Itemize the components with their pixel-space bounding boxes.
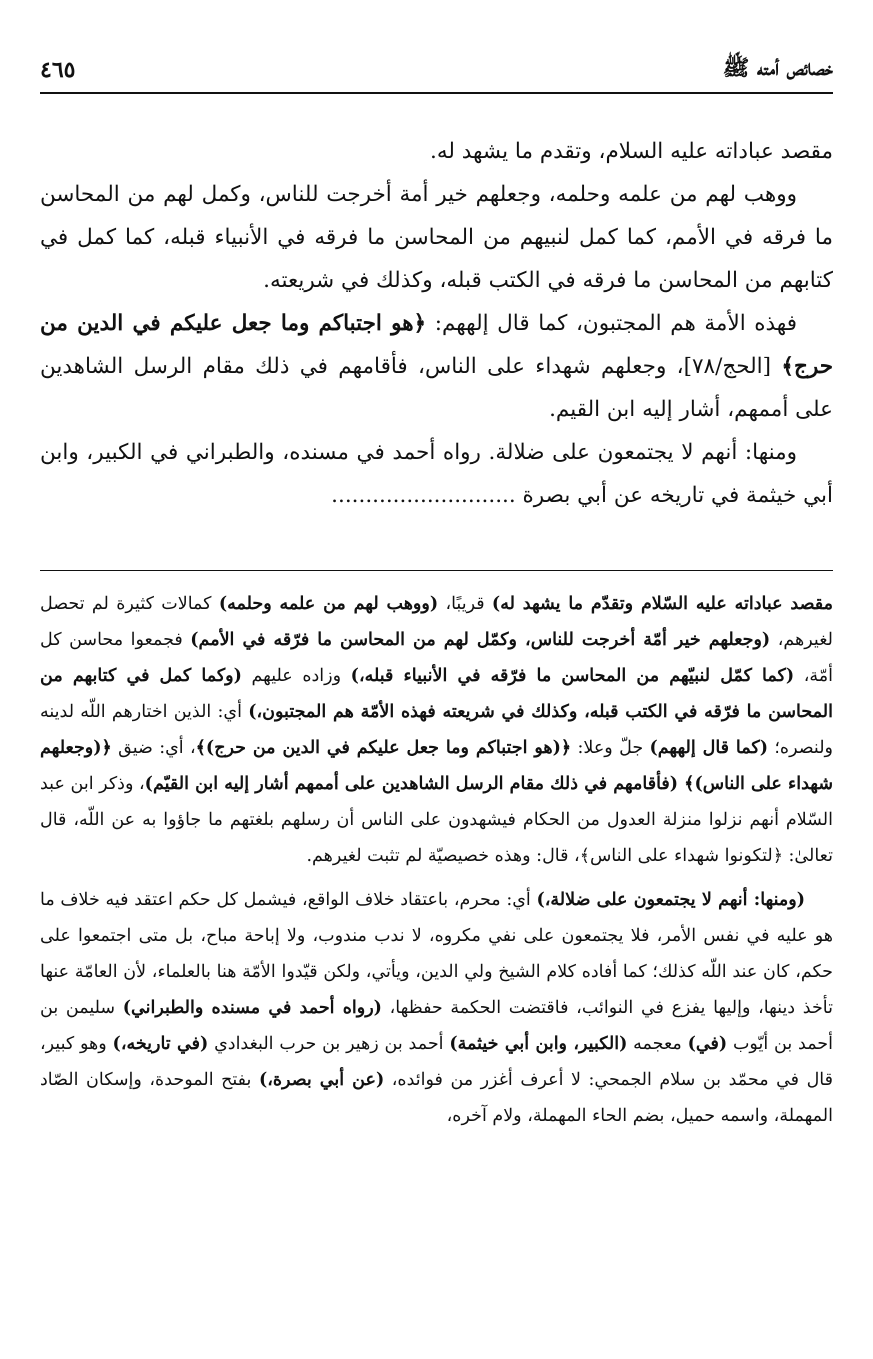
commentary-span: معجمه <box>627 1034 688 1054</box>
main-text <box>40 130 833 517</box>
commentary-span: أي: محرم، باعتقاد خلاف الواقع، فيشمل كل حكم اعتقد فيه خلاف ما هو عليه في نفس الأمر، فلا يجتمعون على نفي مكروه، لا ندب مندوب، ولا إباحة مباح، بل متى اجتمعوا على حكم، كان عند اللّه كذلك؛ كما أفاده كلام الشيخ ولي الدين، ويأتي، ولكن قيّدوا الأمّة هنا بالعلماء، لأن العامّة عنها تأخذ دينها، وإليها يفزع في النوائب، فاقتضت الحكمة حفظها، <box>40 890 834 1018</box>
commentary-span: بفتح الموحدة، وإسكان الصّاد المهملة، واسمه حميل، بضم الحاء المهملة، ولام آخره، <box>40 1070 833 1126</box>
quoted-matn: (في) <box>687 1034 728 1054</box>
main-paragraph: مقصد عباداته عليه السلام، وتقدم ما يشهد له. <box>429 139 833 164</box>
quoted-matn: (ووهب لهم من علمه وحلمه) <box>218 594 439 614</box>
quoted-matn: (وجعلهم خير أمّة أخرجت للناس، وكمّل لهم من المحاسن ما فرّقه في الأمم) <box>190 630 771 650</box>
commentary-span: ، وذكر ابن عبد السّلام أنهم نزلوا منزلة العدول من الحكام فيشهدون على الناس أن رسلهم بلغتهم ما جاؤوا به عن اللّه، قال تعالىٰ: ﴿لتكونوا شهداء على الناس﴾، قال: وهذه خصيصيّة لم تثبت لغيرهم. <box>40 774 833 866</box>
main-paragraph <box>40 302 833 431</box>
header-rule <box>40 92 833 94</box>
quoted-matn: (كما قال إلههم) <box>649 738 768 758</box>
quoted-matn: (كما كمّل لنبيّهم من المحاسن ما فرّقه في الأنبياء قبله،) <box>350 666 795 686</box>
commentary-span: وزاده عليهم <box>241 666 351 686</box>
main-paragraph <box>40 431 833 517</box>
commentary-paragraph <box>40 586 833 874</box>
quoted-matn: (عن أبي بصرة،) <box>258 1070 385 1090</box>
running-title: خصائص أمته ﷺ <box>722 55 833 81</box>
commentary-span: كمالات كثيرة لم تحصل لغيرهم، <box>40 594 833 650</box>
quoted-matn: (وكما كمل في كتابهم من المحاسن ما فرّقه في الكتب قبله، وكذلك في شريعته فهذه الأمّة هم المجتبون،) <box>40 666 833 722</box>
quoted-matn: (الكبير، وابن أبي خيثمة) <box>449 1034 628 1054</box>
quoted-matn: ﴿(وجعلهم شهداء على الناس)﴾ (فأقامهم في ذلك مقام الرسل الشاهدين على أممهم أشار إليه ابن القيّم) <box>40 738 833 794</box>
commentary-span: سليمن بن أحمد بن أيّوب <box>40 998 833 1054</box>
main-paragraph: ووهب لهم من علمه وحلمه، وجعلهم خير أمة أخرجت للناس، وكمل لهم من المحاسن ما فرقه في الأمم، كما كمل لنبيهم من المحاسن ما فرقه في الأنبياء قبله، كما كمل في كتابهم من المحاسن ما فرقه في الكتب قبله، وكذلك في شريعته. <box>40 182 833 293</box>
main-text-span: فهذه الأمة هم المجتبون، كما قال إلههم: <box>426 311 797 336</box>
commentary-text <box>40 586 833 1134</box>
commentary-span: ، أي: ضيق <box>111 738 196 758</box>
page-number: ٤٦٥ <box>40 57 76 83</box>
commentary-paragraph <box>40 882 833 1134</box>
commentary-span: جلّ وعلا: <box>571 738 650 758</box>
quoted-matn: (في تاريخه،) <box>112 1034 209 1054</box>
continuation-dots: ........................... <box>331 483 516 508</box>
commentary-span: أي: الذين اختارهم اللّه لدينه ولنصره؛ <box>40 702 833 758</box>
footnote-separator <box>40 570 833 571</box>
quoted-matn: (ومنها: أنهم لا يجتمعون على ضلالة،) <box>536 890 805 910</box>
quoted-matn: ﴿(هو اجتباكم وما جعل عليكم في الدين من حرج)﴾ <box>195 738 572 758</box>
commentary-span: فجمعوا محاسن كل أمّة، <box>40 630 833 686</box>
commentary-span: وهو كبير، قال في محمّد بن سلام الجمحي: لا أعرف أغزر من فوائده، <box>40 1034 833 1090</box>
main-text-span: ومنها: أنهم لا يجتمعون على ضلالة. رواه أحمد في مسنده، والطبراني في الكبير، وابن أبي خيثمة في تاريخه عن أبي بصرة <box>40 440 833 508</box>
quran-verse: ﴿هو اجتباكم وما جعل عليكم في الدين من حرج﴾ <box>40 311 833 379</box>
quoted-matn: (رواه أحمد في مسنده والطبراني) <box>122 998 382 1018</box>
commentary-span: أحمد بن زهير بن حرب البغدادي <box>208 1034 450 1054</box>
main-text-span: [الحج/٧٨]، وجعلهم شهداء على الناس، فأقامهم في ذلك مقام الرسل الشاهدين على أممهم، أشار إليه ابن القيم. <box>40 354 833 422</box>
commentary-span: قريبًا، <box>438 594 492 614</box>
running-header <box>40 52 833 88</box>
quoted-matn: مقصد عباداته عليه السّلام وتقدّم ما يشهد له) <box>491 594 834 614</box>
